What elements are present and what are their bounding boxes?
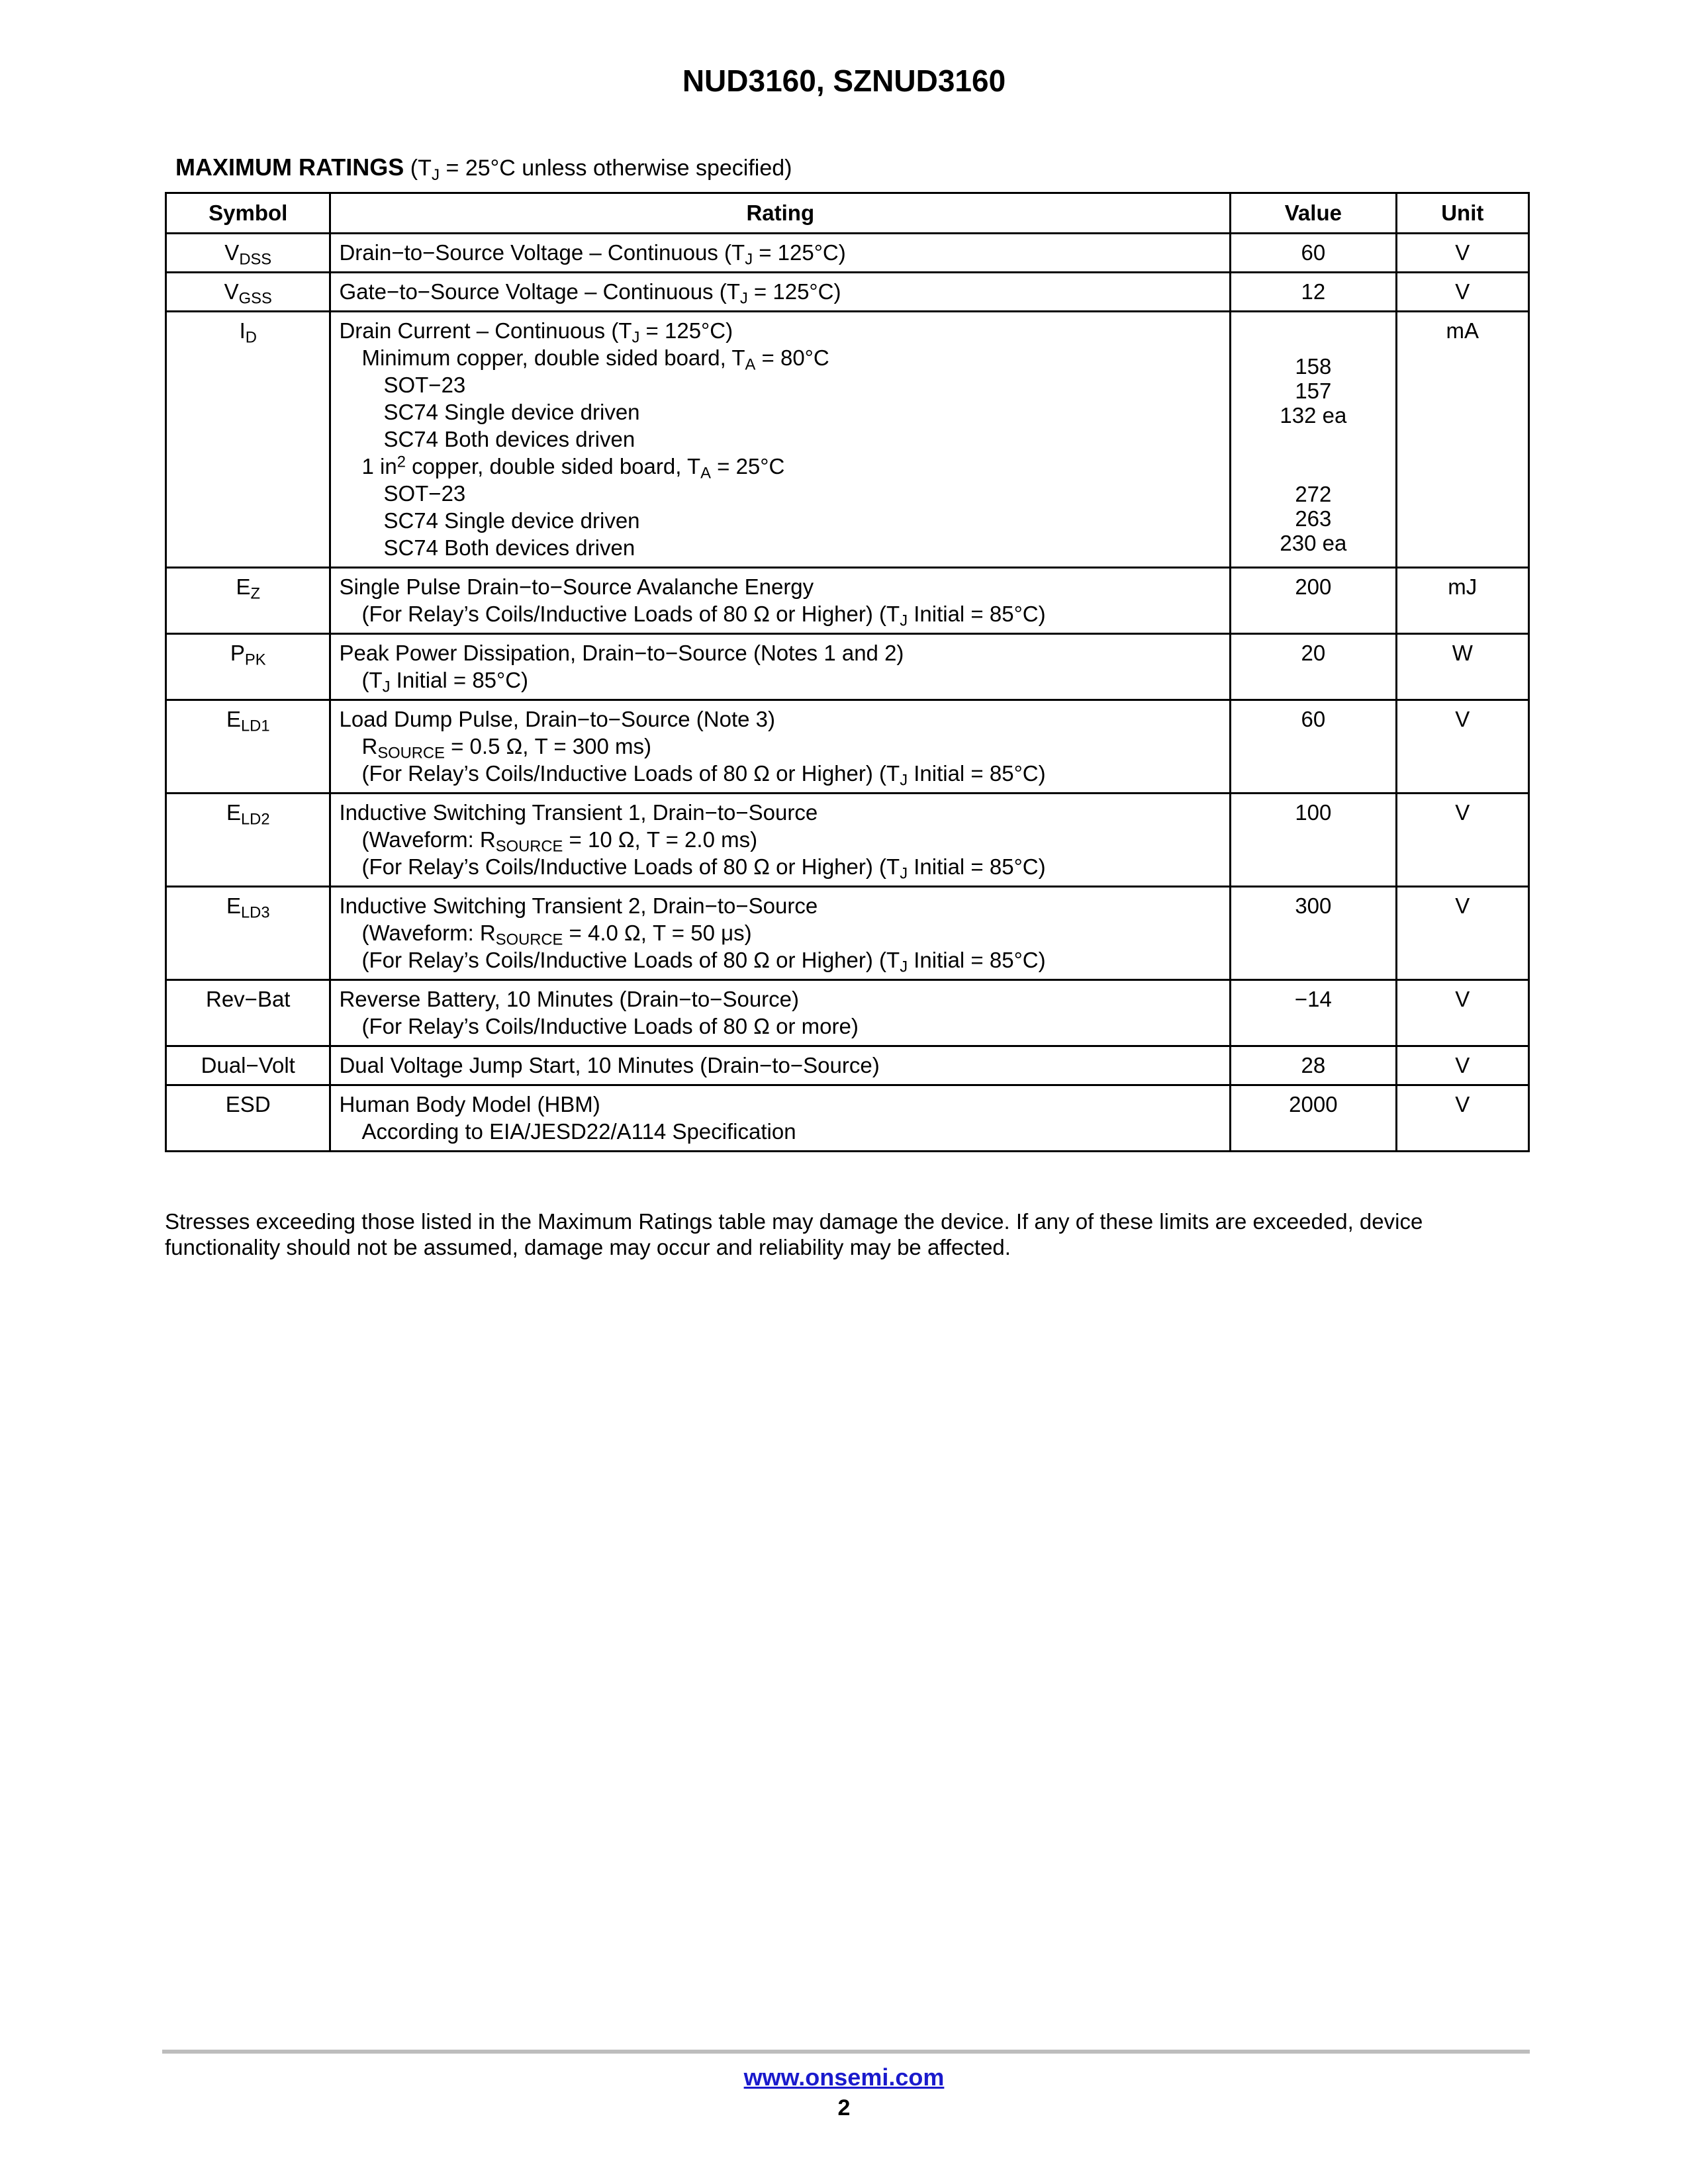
unit-cell: V bbox=[1396, 234, 1528, 273]
symbol-cell: Rev−Bat bbox=[166, 980, 330, 1046]
header-rating: Rating bbox=[330, 193, 1231, 234]
unit-cell: V bbox=[1396, 794, 1528, 887]
rating-cell bbox=[330, 312, 1231, 568]
symbol-cell: $I_D$ bbox=[166, 312, 330, 568]
table-row bbox=[166, 1085, 1529, 1152]
table-row bbox=[166, 568, 1529, 634]
rating-cell: Single Pulse Drain−to−Source Avalanche Energy (For Relay’s Coils/Inductive Loads of 80 Ω or Higher) ($T_J$ Initial = 85°C) bbox=[330, 568, 1231, 634]
value-cell: 60 bbox=[1231, 700, 1396, 794]
section-title: MAXIMUM RATINGS bbox=[175, 154, 404, 181]
value-cell: 100 bbox=[1231, 794, 1396, 887]
value-cell: 12 bbox=[1231, 273, 1396, 312]
rating-cell: Dual Voltage Jump Start, 10 Minutes (Drain−to−Source) bbox=[330, 1046, 1231, 1085]
unit-cell: V bbox=[1396, 700, 1528, 794]
section-heading bbox=[175, 154, 792, 184]
rating-cell: Gate−to−Source Voltage – Continuous $(T_J = 125^\circ C)$ bbox=[330, 273, 1231, 312]
unit-cell: V bbox=[1396, 887, 1528, 980]
document-title: NUD3160, SZNUD3160 bbox=[682, 64, 1006, 98]
value-cell: 60 bbox=[1231, 234, 1396, 273]
page-number: 2 bbox=[837, 2095, 851, 2120]
table-row bbox=[166, 234, 1529, 273]
stress-note: Stresses exceeding those listed in the Maximum Ratings table may damage the device. If any of these limits are exceeded, device functionality should not be assumed, damage may occur and reliability may be affected. bbox=[165, 1209, 1423, 1259]
value-cell: −14 bbox=[1231, 980, 1396, 1046]
rating-line: Drain Current – Continuous $(T_J = 125^\circ C)$ bbox=[339, 318, 733, 347]
unit-cell: mA bbox=[1396, 312, 1528, 568]
value-cell: 2000 bbox=[1231, 1085, 1396, 1152]
header-symbol: Symbol bbox=[166, 193, 330, 234]
rating-line: SC74 Single device driven bbox=[383, 400, 640, 424]
symbol-cell: $E_{LD2}$ bbox=[166, 794, 330, 887]
unit-cell: W bbox=[1396, 634, 1528, 700]
value-cell: 158 157 132 ea 272 263 230 ea bbox=[1231, 312, 1396, 568]
rating-cell: Reverse Battery, 10 Minutes (Drain−to−Source) (For Relay’s Coils/Inductive Loads of 80 Ω or more) bbox=[330, 980, 1231, 1046]
rating-line: SC74 Both devices driven bbox=[383, 427, 635, 451]
rating-cell: Drain−to−Source Voltage – Continuous $(T_J = 125^\circ C)$ bbox=[330, 234, 1231, 273]
symbol-cell: $E_{LD1}$ bbox=[166, 700, 330, 794]
rating-line: SOT−23 bbox=[383, 481, 466, 506]
symbol-cell: $E_{LD3}$ bbox=[166, 887, 330, 980]
table-row bbox=[166, 273, 1529, 312]
symbol-cell: Dual−Volt bbox=[166, 1046, 330, 1085]
rating-cell: Inductive Switching Transient 1, Drain−to−Source (Waveform: $R_{SOURCE} = 10$ Ω, T = 2.0 ms) (For Relay’s Coils/Inductive Loads of 80 Ω or Higher) ($T_J$ Initial = 85°C) bbox=[330, 794, 1231, 887]
rating-cell: Peak Power Dissipation, Drain−to−Source (Notes 1 and 2) ($T_J$ Initial = 85°C) bbox=[330, 634, 1231, 700]
unit-cell: V bbox=[1396, 1085, 1528, 1152]
table-row bbox=[166, 700, 1529, 794]
value-cell: 28 bbox=[1231, 1046, 1396, 1085]
rating-line: SC74 Both devices driven bbox=[383, 535, 635, 560]
rating-line: Minimum copper, double sided board, $T_A = 80^\circ C$ bbox=[361, 345, 829, 374]
table-row bbox=[166, 980, 1529, 1046]
unit-cell: mJ bbox=[1396, 568, 1528, 634]
table-row bbox=[166, 634, 1529, 700]
rating-cell: Inductive Switching Transient 2, Drain−to−Source (Waveform: $R_{SOURCE} = 4.0$ Ω, T = 50 μs) (For Relay’s Coils/Inductive Loads of 80 Ω or Higher) ($T_J$ Initial = 85°C) bbox=[330, 887, 1231, 980]
header-unit: Unit bbox=[1396, 193, 1528, 234]
maximum-ratings-table bbox=[165, 192, 1530, 1152]
rating-line: 1 $in^2$ copper, double sided board, $T_A = 25^\circ C$ bbox=[361, 453, 785, 482]
value-cell: 300 bbox=[1231, 887, 1396, 980]
footer-website-link[interactable]: www.onsemi.com bbox=[743, 2064, 945, 2091]
rating-cell: Load Dump Pulse, Drain−to−Source (Note 3) $R_{SOURCE} = 0.5$ Ω, T = 300 ms) (For Relay’s Coils/Inductive Loads of 80 Ω or Higher) ($T_J$ Initial = 85°C) bbox=[330, 700, 1231, 794]
table-row bbox=[166, 312, 1529, 568]
symbol-cell: ESD bbox=[166, 1085, 330, 1152]
table-header-row bbox=[166, 193, 1529, 234]
header-value: Value bbox=[1231, 193, 1396, 234]
rating-cell: Human Body Model (HBM) According to EIA/JESD22/A114 Specification bbox=[330, 1085, 1231, 1152]
symbol-cell: $P_{PK}$ bbox=[166, 634, 330, 700]
value-cell: 20 bbox=[1231, 634, 1396, 700]
symbol-cell: $V_{DSS}$ bbox=[166, 234, 330, 273]
symbol-cell: $E_Z$ bbox=[166, 568, 330, 634]
table-row bbox=[166, 1046, 1529, 1085]
value-cell: 200 bbox=[1231, 568, 1396, 634]
unit-cell: V bbox=[1396, 1046, 1528, 1085]
unit-cell: V bbox=[1396, 980, 1528, 1046]
table-row bbox=[166, 887, 1529, 980]
table-row bbox=[166, 794, 1529, 887]
rating-line: SOT−23 bbox=[383, 373, 466, 397]
unit-cell: V bbox=[1396, 273, 1528, 312]
section-condition: ($T_J = 25^\circ C$ unless otherwise specified) bbox=[410, 156, 792, 184]
symbol-cell: $V_{GSS}$ bbox=[166, 273, 330, 312]
rating-line: SC74 Single device driven bbox=[383, 508, 640, 533]
footer-divider bbox=[162, 2050, 1530, 2054]
